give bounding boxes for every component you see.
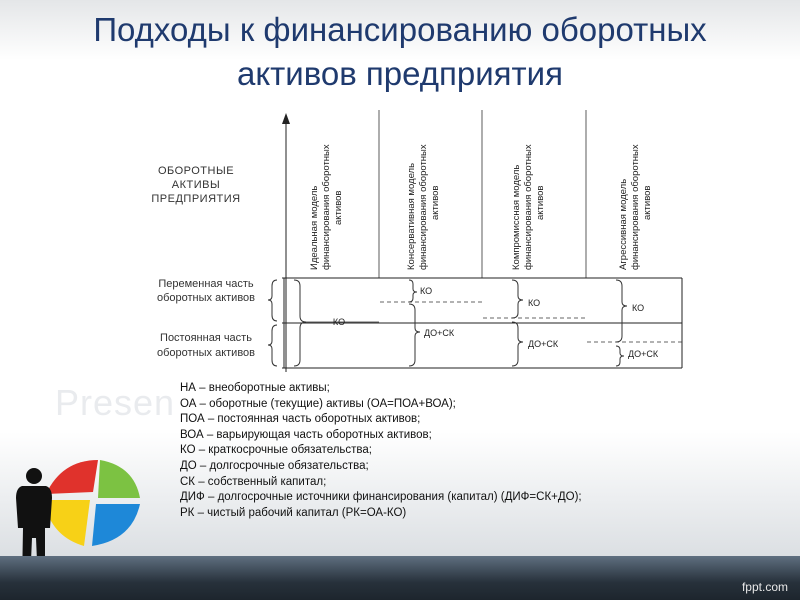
legend-item: ВОА – варьирующая часть оборотных активов;: [180, 428, 432, 441]
legend-item: ДИФ – долгосрочные источники финансирования (капитал) (ДИФ=СК+ДО);: [180, 491, 582, 504]
logo-blue-segment: [92, 504, 140, 546]
conservative-bottom-brace: [409, 304, 420, 366]
legend-item: ПОА – постоянная часть оборотных активов;: [180, 413, 421, 426]
ideal-ko-label: КО: [332, 317, 346, 327]
axis-arrow: [282, 113, 290, 124]
column-header-compromise-line-2: финансирования оборотных: [523, 144, 534, 270]
logo-green-segment: [98, 460, 140, 498]
diagram-canvas: [134, 110, 702, 373]
aggressive-do-sk-label: ДО+СК: [628, 349, 659, 359]
footer-brand-text[interactable]: fppt.com: [741, 580, 788, 594]
column-header-aggressive: [618, 144, 653, 270]
column-header-ideal-line-1: Идеальная модель: [309, 185, 320, 270]
watermark-text: Presen: [55, 382, 176, 423]
legend-item: ДО – долгосрочные обязательства;: [180, 459, 369, 472]
conservative-top-brace: [409, 280, 417, 302]
column-header-ideal-line-2: финансирования оборотных: [321, 144, 332, 270]
variable-part-label-line-2: оборотных активов: [156, 292, 256, 304]
column-header-conservative-line-3: активов: [430, 185, 441, 220]
row-header-line-3: ПРЕДПРИЯТИЯ: [151, 193, 241, 205]
column-header-compromise: [511, 144, 546, 270]
legend-item: РК – чистый рабочий капитал (РК=ОА-КО): [180, 506, 407, 519]
column-header-aggressive-line-3: активов: [642, 185, 653, 220]
slide-title: [0, 8, 800, 96]
legend-item: НА – внеоборотные активы;: [180, 382, 330, 394]
slide-title-line-2: активов предприятия: [237, 55, 563, 92]
aggressive-top-brace: [616, 280, 627, 342]
column-header-compromise-line-3: активов: [535, 185, 546, 220]
column-header-conservative-line-2: финансирования оборотных: [418, 144, 429, 270]
compromise-ko-label: КО: [528, 298, 541, 308]
conservative-do-sk-label: ДО+СК: [424, 328, 455, 338]
variable-part-brace: [268, 280, 277, 321]
column-header-aggressive-line-1: Агрессивная модель: [618, 178, 629, 270]
variable-part-label-line-1: Переменная часть: [158, 278, 254, 290]
row-header-line-1: ОБОРОТНЫЕ: [157, 165, 235, 177]
aggressive-ko-label: КО: [632, 303, 645, 313]
abbreviations-legend: [180, 381, 700, 521]
legend-item: СК – собственный капитал;: [180, 475, 327, 488]
conservative-ko-label: КО: [420, 286, 433, 296]
column-header-conservative: [406, 144, 441, 270]
legend-item: КО – краткосрочные обязательства;: [180, 444, 372, 457]
compromise-bottom-brace: [512, 322, 523, 366]
footer-bar: [0, 556, 800, 600]
aggressive-bottom-brace: [616, 346, 624, 366]
column-header-compromise-line-1: Компромиссная модель: [511, 164, 522, 270]
permanent-part-brace: [268, 325, 277, 366]
column-header-conservative-line-1: Консервативная модель: [406, 162, 417, 270]
column-header-ideal: [309, 144, 344, 270]
permanent-part-label-line-1: Постоянная часть: [160, 332, 252, 344]
permanent-part-label-line-2: оборотных активов: [156, 347, 256, 359]
slide-title-line-1: Подходы к финансированию оборотных: [93, 11, 707, 48]
column-header-aggressive-line-2: финансирования оборотных: [630, 144, 641, 270]
compromise-do-sk-label: ДО+СК: [528, 339, 559, 349]
legend-item: ОА – оборотные (текущие) активы (ОА=ПОА+ВОА);: [180, 397, 456, 410]
column-header-ideal-line-3: активов: [333, 190, 344, 225]
financing-models-diagram: [134, 110, 702, 373]
compromise-top-brace: [512, 280, 523, 318]
row-header-line-2: АКТИВЫ: [171, 179, 221, 191]
